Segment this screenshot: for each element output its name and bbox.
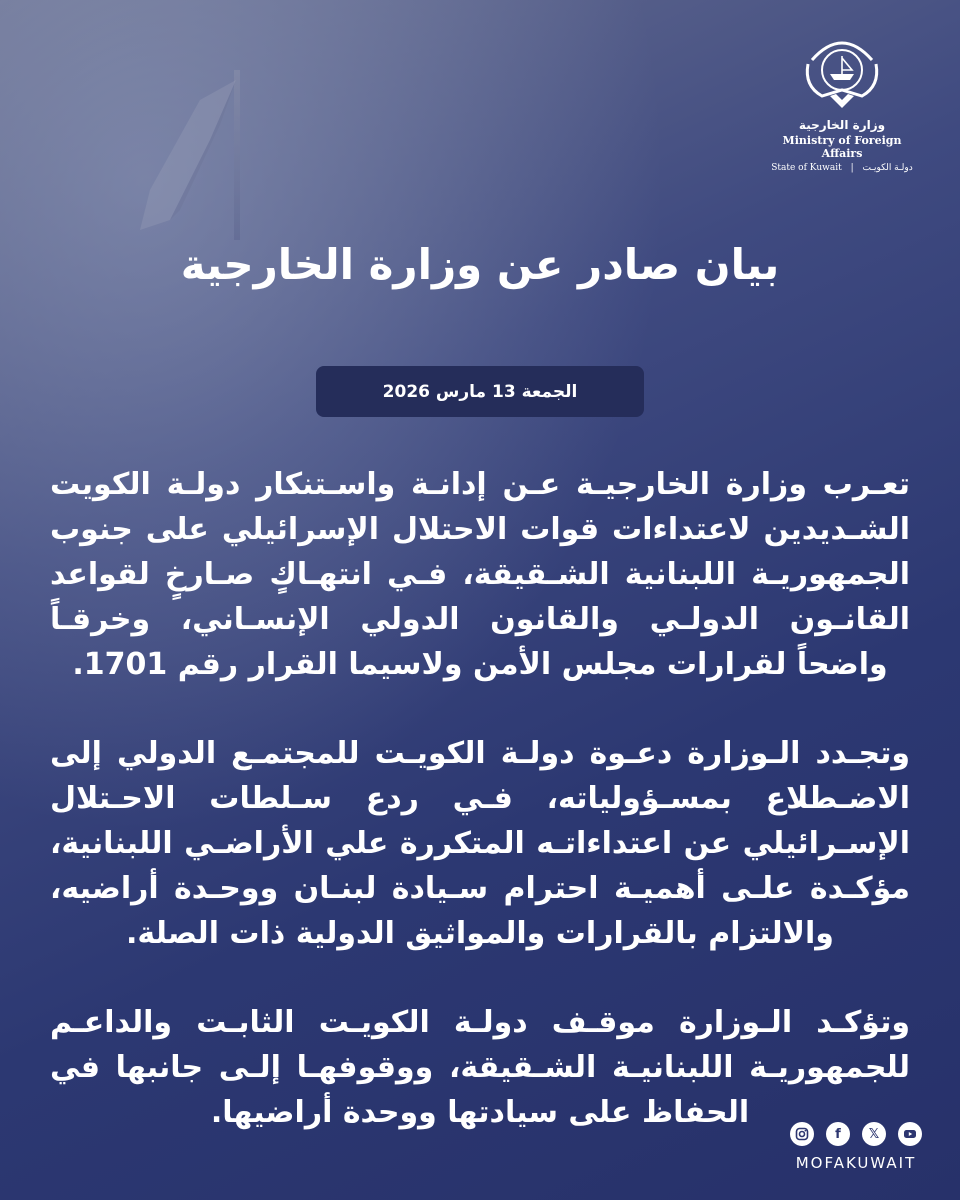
youtube-icon[interactable]	[898, 1122, 922, 1146]
statement-body	[50, 462, 910, 1179]
state-english: State of Kuwait	[771, 163, 842, 173]
state-separator: |	[850, 163, 854, 173]
social-icons	[786, 1122, 926, 1146]
instagram-icon[interactable]	[790, 1122, 814, 1146]
statement-paragraph-2: وتجـدد الـوزارة دعـوة دولـة الكويـت للمجتمـع الدولي إلى الاضـطلاع بمسـؤولياته، فـي ردع سـلطات الاحـتلال الإسـرائيلي عن اعتداءاتـه المتكررة علي الأراضـي اللبنانية، مؤكـدة علـى أهميـة احترام سـيادة لبنـان ووحـدة أراضيه، والالتزام بالقرارات والمواثيق الدولية ذات الصلة.	[50, 736, 910, 951]
flag-image	[140, 80, 236, 230]
state-arabic: دولـة الكويـت	[862, 163, 913, 173]
date-text: الجمعة 13 مارس 2026	[382, 381, 578, 402]
logo-state-line	[762, 163, 922, 173]
statement-paragraph-3: وتؤكـد الـوزارة موقـف دولـة الكويـت الثابـت والداعـم للجمهوريـة اللبنانيـة الشـقيقة، ووقوفهـا إلـى جانبها في الحفاظ على سيادتها ووحدة أراضيها.	[50, 1005, 910, 1130]
social-handle: MOFAKUWAIT	[795, 1154, 917, 1172]
kuwait-emblem-icon	[800, 30, 884, 114]
social-footer	[786, 1122, 926, 1172]
logo-arabic-name: وزارة الخارجية	[798, 118, 886, 132]
page-title: بيان صادر عن وزارة الخارجية	[180, 240, 780, 289]
x-icon[interactable]: 𝕏	[862, 1122, 886, 1146]
statement-paragraph-1: تعـرب وزارة الخارجيـة عـن إدانـة واسـتنكار دولـة الكويت الشـديدين لاعتداءات قوات الاحتلال الإسرائيلي على جنوب الجمهوريـة اللبنانية الشـقيقة، فـي انتهـاكٍ صـارخٍ لقواعد القانـون الدولـي والقانون الدولي الإنسـاني، وخرقـاً واضحاً لقرارات مجلس الأمن ولاسيما القرار رقم 1701.	[50, 467, 910, 682]
date-badge	[316, 366, 644, 417]
facebook-icon[interactable]: f	[826, 1122, 850, 1146]
logo-english-name: Ministry of Foreign Affairs	[782, 134, 902, 160]
ministry-logo	[762, 30, 922, 173]
